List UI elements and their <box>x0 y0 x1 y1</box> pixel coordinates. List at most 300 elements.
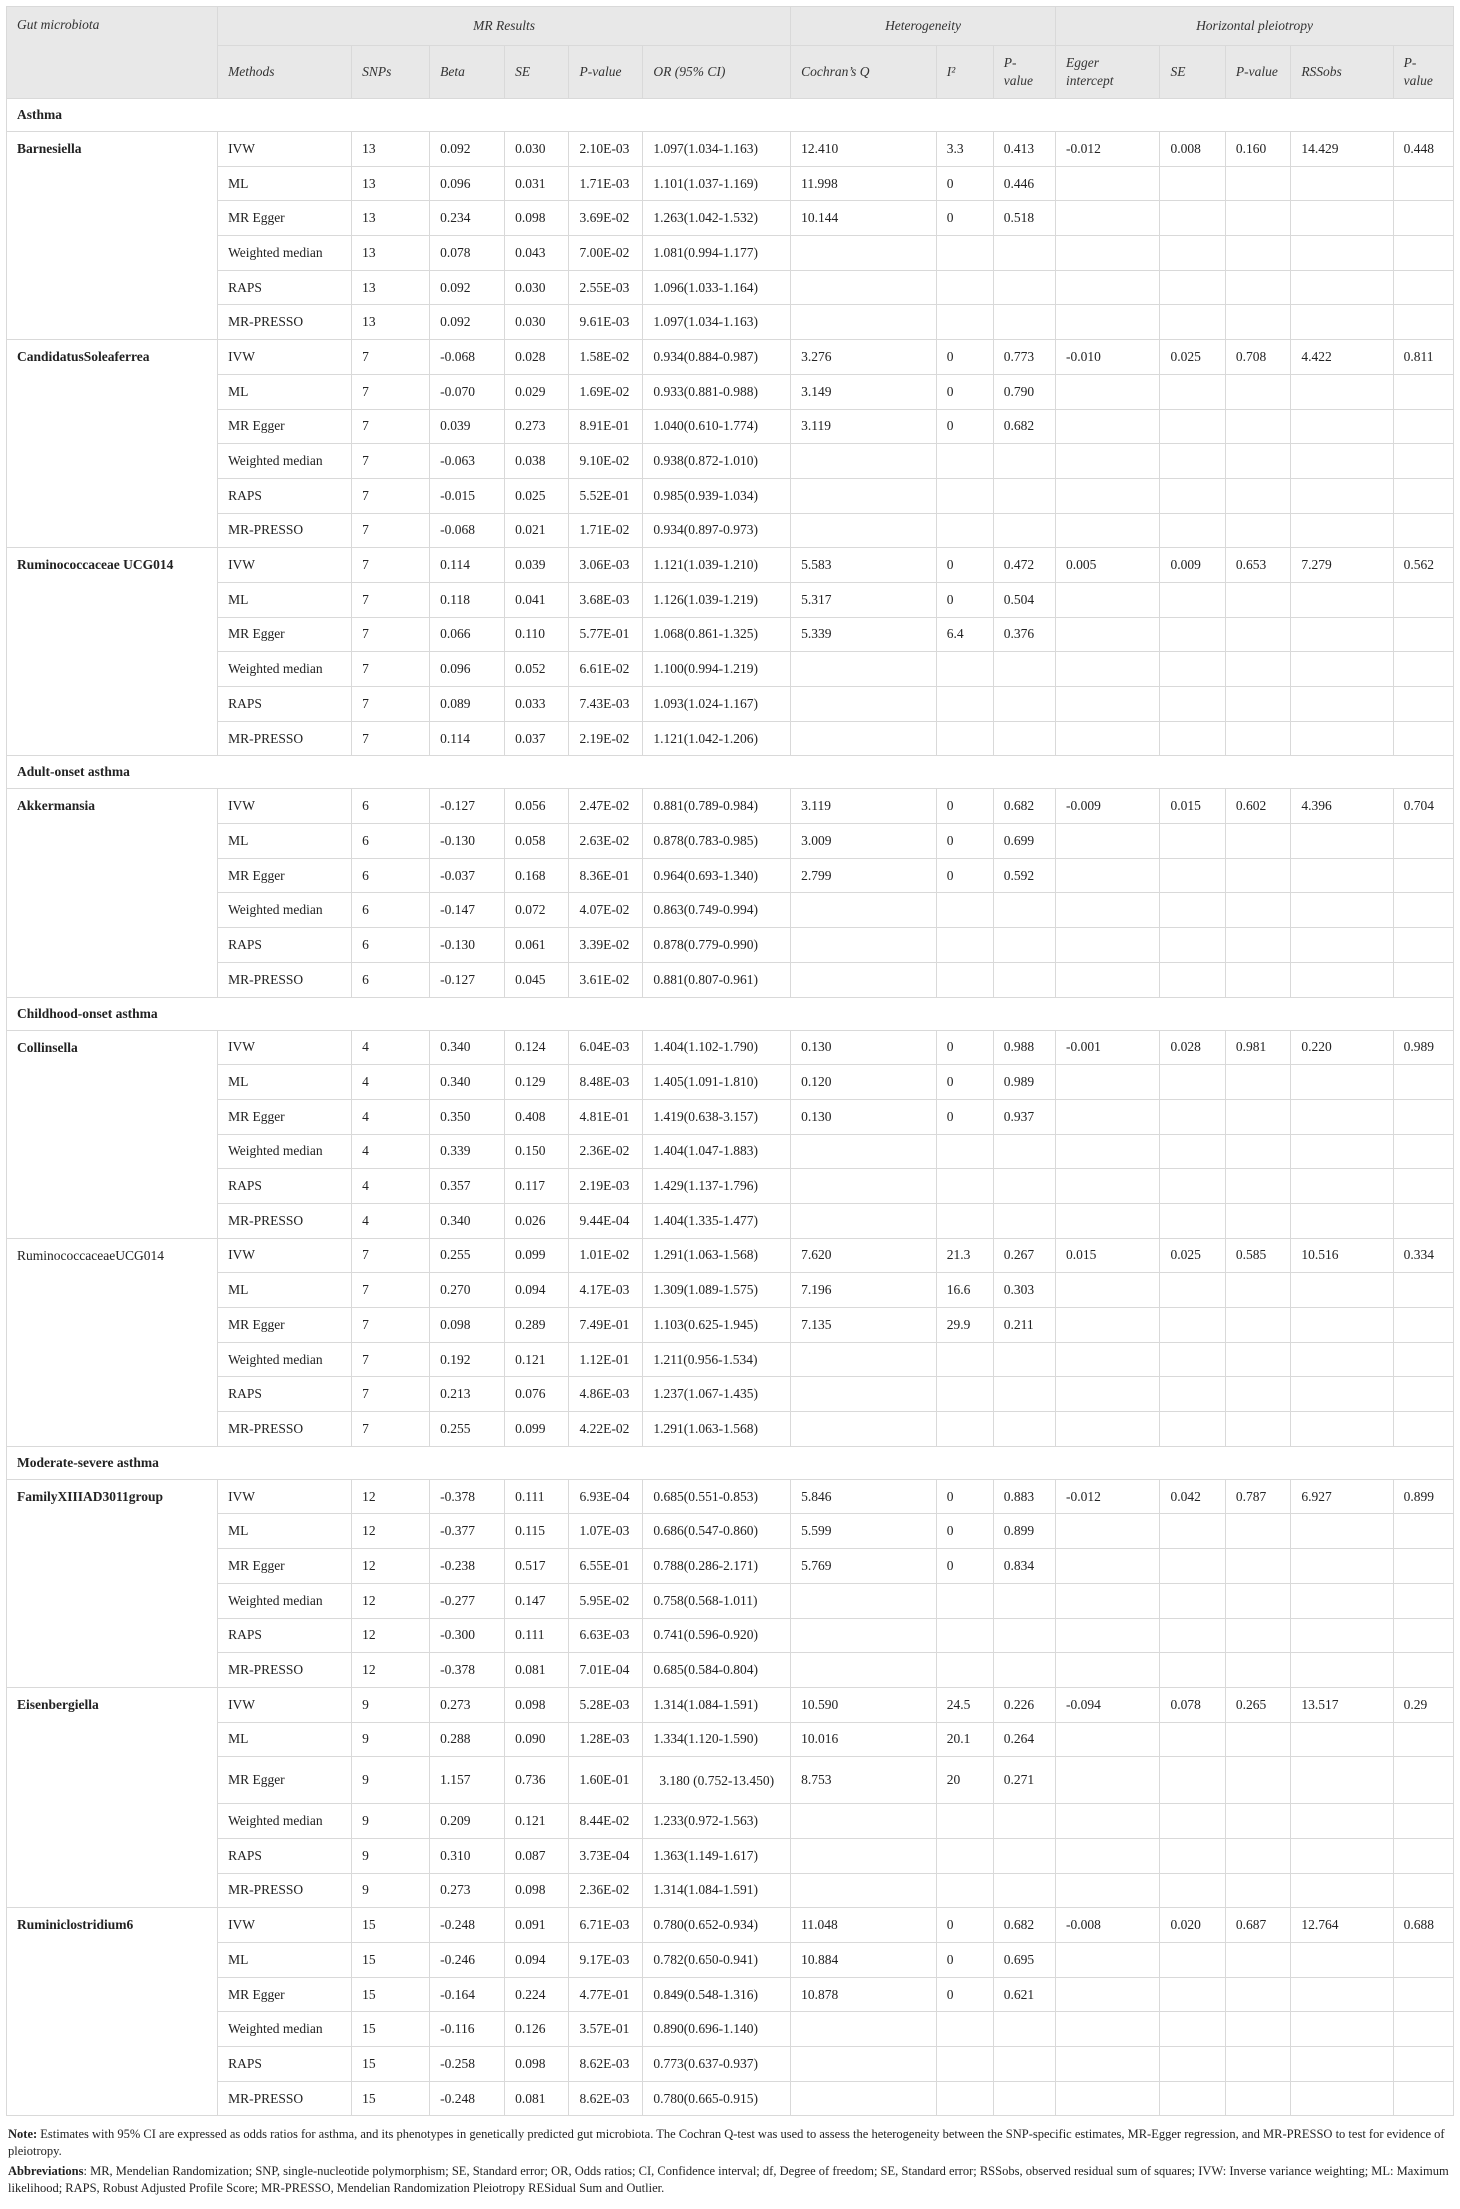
p-value-cell: 2.10E-03 <box>569 132 643 167</box>
method-cell: RAPS <box>218 687 352 722</box>
egger-intercept-cell <box>1056 1342 1160 1377</box>
pl-se-cell <box>1160 236 1225 271</box>
cochran-q-cell: 0.130 <box>791 1030 937 1065</box>
rssobs-cell <box>1291 893 1393 928</box>
egger-intercept-cell <box>1056 1169 1160 1204</box>
rss-p-value-cell <box>1393 617 1453 652</box>
het-p-value-cell: 0.446 <box>993 166 1055 201</box>
snps-cell: 12 <box>352 1618 430 1653</box>
pl-se-cell <box>1160 374 1225 409</box>
method-cell: MR Egger <box>218 1308 352 1343</box>
abbreviations-label: Abbreviations <box>8 2164 84 2179</box>
table-row <box>7 1308 1454 1343</box>
table-row <box>7 1342 1454 1377</box>
pl-se-cell <box>1160 1342 1225 1377</box>
cochran-q-cell: 3.119 <box>791 789 937 824</box>
se-cell: 0.168 <box>505 858 569 893</box>
p-value-cell: 5.95E-02 <box>569 1583 643 1618</box>
pl-se-cell <box>1160 1804 1225 1839</box>
rss-p-value-cell <box>1393 444 1453 479</box>
i2-cell <box>936 893 993 928</box>
beta-cell: 0.255 <box>430 1238 505 1273</box>
rss-p-value-cell <box>1393 1308 1453 1343</box>
pl-p-value-cell <box>1225 1583 1290 1618</box>
snps-cell: 9 <box>352 1687 430 1722</box>
or-ci-cell: 1.405(1.091-1.810) <box>643 1065 791 1100</box>
se-cell: 0.033 <box>505 687 569 722</box>
or-ci-cell: 1.233(0.972-1.563) <box>643 1804 791 1839</box>
table-row <box>7 1804 1454 1839</box>
snps-cell: 15 <box>352 1943 430 1978</box>
p-value-cell: 1.28E-03 <box>569 1722 643 1757</box>
snps-cell: 7 <box>352 652 430 687</box>
i2-cell <box>936 513 993 548</box>
het-p-value-cell: 0.271 <box>993 1757 1055 1804</box>
se-cell: 0.081 <box>505 1653 569 1688</box>
pl-p-value-cell <box>1225 305 1290 340</box>
rss-p-value-cell <box>1393 409 1453 444</box>
col-pl-pvalue: P-value <box>1225 46 1290 99</box>
pl-p-value-cell <box>1225 1618 1290 1653</box>
se-cell: 0.111 <box>505 1479 569 1514</box>
rss-p-value-cell <box>1393 858 1453 893</box>
snps-cell: 7 <box>352 1308 430 1343</box>
taxon-name: Akkermansia <box>7 789 218 997</box>
p-value-cell: 6.63E-03 <box>569 1618 643 1653</box>
note-label: Note: <box>8 2127 38 2142</box>
beta-cell: -0.015 <box>430 478 505 513</box>
het-p-value-cell: 0.682 <box>993 409 1055 444</box>
het-p-value-cell: 0.899 <box>993 1514 1055 1549</box>
egger-intercept-cell <box>1056 1838 1160 1873</box>
rss-p-value-cell <box>1393 652 1453 687</box>
rssobs-cell <box>1291 1412 1393 1447</box>
table-notes <box>6 2116 1454 2197</box>
cochran-q-cell <box>791 1134 937 1169</box>
pl-se-cell <box>1160 1618 1225 1653</box>
pl-p-value-cell <box>1225 1549 1290 1584</box>
snps-cell: 7 <box>352 582 430 617</box>
se-cell: 0.087 <box>505 1838 569 1873</box>
i2-cell <box>936 444 993 479</box>
se-cell: 0.039 <box>505 548 569 583</box>
table-row <box>7 2012 1454 2047</box>
i2-cell <box>936 1653 993 1688</box>
pl-p-value-cell <box>1225 1838 1290 1873</box>
cochran-q-cell <box>791 1203 937 1238</box>
or-ci-cell: 1.121(1.042-1.206) <box>643 721 791 756</box>
pl-se-cell <box>1160 1203 1225 1238</box>
se-cell: 0.094 <box>505 1273 569 1308</box>
section-row <box>7 99 1454 132</box>
i2-cell: 0 <box>936 1099 993 1134</box>
beta-cell: -0.130 <box>430 928 505 963</box>
i2-cell: 0 <box>936 582 993 617</box>
i2-cell: 21.3 <box>936 1238 993 1273</box>
se-cell: 0.117 <box>505 1169 569 1204</box>
se-cell: 0.030 <box>505 270 569 305</box>
table-row <box>7 582 1454 617</box>
taxon-name: Ruminiclostridium6 <box>7 1908 218 2116</box>
col-rss-pvalue: P-value <box>1393 46 1453 99</box>
or-ci-cell: 1.419(0.638-3.157) <box>643 1099 791 1134</box>
rssobs-cell <box>1291 962 1393 997</box>
rss-p-value-cell <box>1393 893 1453 928</box>
se-cell: 0.110 <box>505 617 569 652</box>
egger-intercept-cell <box>1056 1943 1160 1978</box>
rss-p-value-cell <box>1393 1514 1453 1549</box>
egger-intercept-cell <box>1056 824 1160 859</box>
or-ci-cell: 1.237(1.067-1.435) <box>643 1377 791 1412</box>
pl-p-value-cell <box>1225 1134 1290 1169</box>
het-p-value-cell: 0.226 <box>993 1687 1055 1722</box>
se-cell: 0.091 <box>505 1908 569 1943</box>
i2-cell <box>936 305 993 340</box>
beta-cell: 0.273 <box>430 1687 505 1722</box>
pl-p-value-cell <box>1225 582 1290 617</box>
rssobs-cell <box>1291 2081 1393 2116</box>
cochran-q-cell <box>791 1377 937 1412</box>
pl-se-cell <box>1160 858 1225 893</box>
rssobs-cell <box>1291 270 1393 305</box>
col-beta: Beta <box>430 46 505 99</box>
snps-cell: 4 <box>352 1134 430 1169</box>
method-cell: ML <box>218 1065 352 1100</box>
i2-cell <box>936 1838 993 1873</box>
i2-cell: 0 <box>936 548 993 583</box>
rssobs-cell: 4.422 <box>1291 340 1393 375</box>
method-cell: ML <box>218 582 352 617</box>
pl-p-value-cell: 0.265 <box>1225 1687 1290 1722</box>
se-cell: 0.098 <box>505 201 569 236</box>
method-cell: RAPS <box>218 1169 352 1204</box>
snps-cell: 7 <box>352 1377 430 1412</box>
se-cell: 0.029 <box>505 374 569 409</box>
table-row <box>7 1479 1454 1514</box>
method-cell: MR-PRESSO <box>218 1203 352 1238</box>
pl-p-value-cell: 0.787 <box>1225 1479 1290 1514</box>
beta-cell: 0.118 <box>430 582 505 617</box>
p-value-cell: 3.73E-04 <box>569 1838 643 1873</box>
se-cell: 0.408 <box>505 1099 569 1134</box>
snps-cell: 6 <box>352 893 430 928</box>
snps-cell: 9 <box>352 1873 430 1908</box>
snps-cell: 13 <box>352 270 430 305</box>
snps-cell: 7 <box>352 409 430 444</box>
pl-p-value-cell <box>1225 1977 1290 2012</box>
or-ci-cell: 1.068(0.861-1.325) <box>643 617 791 652</box>
egger-intercept-cell <box>1056 1757 1160 1804</box>
egger-intercept-cell <box>1056 1065 1160 1100</box>
rssobs-cell <box>1291 1838 1393 1873</box>
cochran-q-cell: 5.583 <box>791 548 937 583</box>
beta-cell: 0.339 <box>430 1134 505 1169</box>
egger-intercept-cell <box>1056 2081 1160 2116</box>
cochran-q-cell <box>791 513 937 548</box>
beta-cell: 0.213 <box>430 1377 505 1412</box>
i2-cell: 0 <box>936 858 993 893</box>
snps-cell: 15 <box>352 1977 430 2012</box>
beta-cell: 0.066 <box>430 617 505 652</box>
rss-p-value-cell <box>1393 1722 1453 1757</box>
p-value-cell: 4.17E-03 <box>569 1273 643 1308</box>
pl-se-cell <box>1160 2047 1225 2082</box>
rssobs-cell <box>1291 513 1393 548</box>
beta-cell: -0.127 <box>430 789 505 824</box>
egger-intercept-cell <box>1056 1099 1160 1134</box>
snps-cell: 13 <box>352 166 430 201</box>
cochran-q-cell <box>791 2047 937 2082</box>
rss-p-value-cell <box>1393 1342 1453 1377</box>
table-row <box>7 652 1454 687</box>
cochran-q-cell <box>791 1169 937 1204</box>
het-p-value-cell <box>993 1203 1055 1238</box>
cochran-q-cell <box>791 478 937 513</box>
pl-p-value-cell <box>1225 1514 1290 1549</box>
or-ci-cell: 0.780(0.652-0.934) <box>643 1908 791 1943</box>
cochran-q-cell: 3.149 <box>791 374 937 409</box>
beta-cell: -0.248 <box>430 1908 505 1943</box>
rss-p-value-cell: 0.562 <box>1393 548 1453 583</box>
beta-cell: 0.092 <box>430 270 505 305</box>
col-egger-intercept: Egger intercept <box>1056 46 1160 99</box>
i2-cell <box>936 1583 993 1618</box>
or-ci-cell: 1.097(1.034-1.163) <box>643 305 791 340</box>
beta-cell: -0.130 <box>430 824 505 859</box>
het-p-value-cell: 0.699 <box>993 824 1055 859</box>
beta-cell: -0.127 <box>430 962 505 997</box>
method-cell: MR-PRESSO <box>218 2081 352 2116</box>
rssobs-cell: 7.279 <box>1291 548 1393 583</box>
method-cell: IVW <box>218 1908 352 1943</box>
table-row <box>7 374 1454 409</box>
beta-cell: 0.340 <box>430 1030 505 1065</box>
table-row <box>7 928 1454 963</box>
snps-cell: 15 <box>352 1908 430 1943</box>
het-p-value-cell: 0.472 <box>993 548 1055 583</box>
rssobs-cell <box>1291 1169 1393 1204</box>
p-value-cell: 4.86E-03 <box>569 1377 643 1412</box>
col-het-pvalue: P-value <box>993 46 1055 99</box>
se-cell: 0.098 <box>505 1873 569 1908</box>
i2-cell <box>936 2081 993 2116</box>
p-value-cell: 3.68E-03 <box>569 582 643 617</box>
cochran-q-cell: 0.130 <box>791 1099 937 1134</box>
rssobs-cell <box>1291 201 1393 236</box>
table-row <box>7 409 1454 444</box>
section-title: Asthma <box>7 99 1454 132</box>
egger-intercept-cell <box>1056 374 1160 409</box>
i2-cell <box>936 962 993 997</box>
egger-intercept-cell <box>1056 305 1160 340</box>
egger-intercept-cell <box>1056 1134 1160 1169</box>
table-row <box>7 478 1454 513</box>
het-p-value-cell <box>993 1169 1055 1204</box>
snps-cell: 4 <box>352 1099 430 1134</box>
p-value-cell: 5.77E-01 <box>569 617 643 652</box>
or-ci-cell: 0.938(0.872-1.010) <box>643 444 791 479</box>
pl-p-value-cell <box>1225 270 1290 305</box>
egger-intercept-cell: -0.001 <box>1056 1030 1160 1065</box>
or-ci-cell: 0.934(0.884-0.987) <box>643 340 791 375</box>
pl-se-cell <box>1160 2012 1225 2047</box>
se-cell: 0.736 <box>505 1757 569 1804</box>
method-cell: MR-PRESSO <box>218 1412 352 1447</box>
pl-se-cell <box>1160 1722 1225 1757</box>
i2-cell: 24.5 <box>936 1687 993 1722</box>
pl-p-value-cell <box>1225 201 1290 236</box>
snps-cell: 7 <box>352 721 430 756</box>
i2-cell: 0 <box>936 1549 993 1584</box>
cochran-q-cell <box>791 1653 937 1688</box>
se-cell: 0.030 <box>505 305 569 340</box>
method-cell: MR-PRESSO <box>218 962 352 997</box>
method-cell: ML <box>218 824 352 859</box>
or-ci-cell: 0.849(0.548-1.316) <box>643 1977 791 2012</box>
p-value-cell: 2.36E-02 <box>569 1134 643 1169</box>
cochran-q-cell: 10.144 <box>791 201 937 236</box>
rss-p-value-cell <box>1393 2047 1453 2082</box>
het-p-value-cell <box>993 893 1055 928</box>
pl-p-value-cell: 0.981 <box>1225 1030 1290 1065</box>
het-p-value-cell: 0.592 <box>993 858 1055 893</box>
het-p-value-cell: 0.989 <box>993 1065 1055 1100</box>
beta-cell: 0.357 <box>430 1169 505 1204</box>
pl-se-cell <box>1160 1169 1225 1204</box>
snps-cell: 9 <box>352 1722 430 1757</box>
rss-p-value-cell <box>1393 824 1453 859</box>
table-row <box>7 1169 1454 1204</box>
snps-cell: 7 <box>352 617 430 652</box>
egger-intercept-cell: 0.005 <box>1056 548 1160 583</box>
i2-cell: 0 <box>936 789 993 824</box>
p-value-cell: 2.19E-02 <box>569 721 643 756</box>
rssobs-cell <box>1291 721 1393 756</box>
het-p-value-cell <box>993 2047 1055 2082</box>
col-cochran-q: Cochran’s Q <box>791 46 937 99</box>
p-value-cell: 4.77E-01 <box>569 1977 643 2012</box>
egger-intercept-cell <box>1056 201 1160 236</box>
het-p-value-cell <box>993 478 1055 513</box>
rssobs-cell <box>1291 1342 1393 1377</box>
rss-p-value-cell <box>1393 1943 1453 1978</box>
or-ci-cell: 1.334(1.120-1.590) <box>643 1722 791 1757</box>
pl-p-value-cell <box>1225 928 1290 963</box>
pl-p-value-cell <box>1225 824 1290 859</box>
or-ci-cell: 0.964(0.693-1.340) <box>643 858 791 893</box>
table-row <box>7 166 1454 201</box>
i2-cell: 20.1 <box>936 1722 993 1757</box>
beta-cell: 0.234 <box>430 201 505 236</box>
het-p-value-cell: 0.504 <box>993 582 1055 617</box>
table-row <box>7 2081 1454 2116</box>
cochran-q-cell <box>791 1412 937 1447</box>
table-row <box>7 858 1454 893</box>
i2-cell: 6.4 <box>936 617 993 652</box>
egger-intercept-cell <box>1056 478 1160 513</box>
or-ci-cell: 0.878(0.779-0.990) <box>643 928 791 963</box>
table-row <box>7 2047 1454 2082</box>
beta-cell: -0.116 <box>430 2012 505 2047</box>
snps-cell: 13 <box>352 201 430 236</box>
se-cell: 0.099 <box>505 1238 569 1273</box>
or-ci-cell: 0.881(0.789-0.984) <box>643 789 791 824</box>
cochran-q-cell <box>791 721 937 756</box>
beta-cell: 0.114 <box>430 721 505 756</box>
cochran-q-cell: 0.120 <box>791 1065 937 1100</box>
abbreviations-text: : MR, Mendelian Randomization; SNP, single-nucleotide polymorphism; SE, Standard error; OR, Odds ratios; CI, Confidence interval; df, Degree of freedom; SE, Standard error; RSSobs, observed residual sum of squares; IVW: Inverse variance weighting; ML: Maximum likelihood; RAPS, Robust Adjusted Profile Score; MR-PRESSO, Mendelian Randomization Pleiotropy RESidual Sum and Outlier. <box>8 2164 1449 2196</box>
heterogeneity-header: Heterogeneity <box>791 7 1056 46</box>
rssobs-cell <box>1291 1065 1393 1100</box>
pl-p-value-cell <box>1225 374 1290 409</box>
pl-se-cell <box>1160 305 1225 340</box>
note-text: Estimates with 95% CI are expressed as odds ratios for asthma, and its phenotypes in genetically predicted gut microbiota. The Cochran Q-test was used to assess the heterogeneity between the SNP-specific estimates, MR-Egger regression, and MR-PRESSO to test for evidence of pleiotropy. <box>8 2127 1445 2159</box>
pl-se-cell <box>1160 652 1225 687</box>
cochran-q-cell: 12.410 <box>791 132 937 167</box>
p-value-cell: 8.62E-03 <box>569 2047 643 2082</box>
p-value-cell: 7.00E-02 <box>569 236 643 271</box>
table-row <box>7 1238 1454 1273</box>
pl-se-cell: 0.008 <box>1160 132 1225 167</box>
egger-intercept-cell <box>1056 582 1160 617</box>
snps-cell: 4 <box>352 1065 430 1100</box>
method-cell: Weighted median <box>218 1342 352 1377</box>
table-row <box>7 893 1454 928</box>
table-row <box>7 1722 1454 1757</box>
rss-p-value-cell <box>1393 513 1453 548</box>
p-value-cell: 9.61E-03 <box>569 305 643 340</box>
rss-p-value-cell <box>1393 962 1453 997</box>
table-row <box>7 1757 1454 1804</box>
i2-cell: 0 <box>936 1943 993 1978</box>
horizontal-pleiotropy-header: Horizontal pleiotropy <box>1056 7 1454 46</box>
cochran-q-cell: 5.339 <box>791 617 937 652</box>
i2-cell: 0 <box>936 340 993 375</box>
snps-cell: 12 <box>352 1479 430 1514</box>
method-cell: IVW <box>218 548 352 583</box>
het-p-value-cell: 0.682 <box>993 1908 1055 1943</box>
se-cell: 0.072 <box>505 893 569 928</box>
cochran-q-cell <box>791 2081 937 2116</box>
pl-p-value-cell <box>1225 236 1290 271</box>
cochran-q-cell <box>791 1618 937 1653</box>
snps-cell: 13 <box>352 236 430 271</box>
het-p-value-cell: 0.264 <box>993 1722 1055 1757</box>
beta-cell: 0.092 <box>430 305 505 340</box>
egger-intercept-cell: -0.094 <box>1056 1687 1160 1722</box>
egger-intercept-cell <box>1056 721 1160 756</box>
cochran-q-cell: 8.753 <box>791 1757 937 1804</box>
snps-cell: 7 <box>352 1412 430 1447</box>
snps-cell: 6 <box>352 824 430 859</box>
rss-p-value-cell <box>1393 1757 1453 1804</box>
se-cell: 0.026 <box>505 1203 569 1238</box>
pl-se-cell <box>1160 1549 1225 1584</box>
or-ci-cell: 1.097(1.034-1.163) <box>643 132 791 167</box>
snps-cell: 15 <box>352 2081 430 2116</box>
pl-p-value-cell <box>1225 617 1290 652</box>
cochran-q-cell: 11.998 <box>791 166 937 201</box>
p-value-cell: 1.71E-03 <box>569 166 643 201</box>
pl-p-value-cell <box>1225 2081 1290 2116</box>
rssobs-cell <box>1291 374 1393 409</box>
egger-intercept-cell <box>1056 1804 1160 1839</box>
se-cell: 0.098 <box>505 1687 569 1722</box>
p-value-cell: 2.47E-02 <box>569 789 643 824</box>
p-value-cell: 2.19E-03 <box>569 1169 643 1204</box>
pl-p-value-cell <box>1225 893 1290 928</box>
beta-cell: -0.068 <box>430 513 505 548</box>
